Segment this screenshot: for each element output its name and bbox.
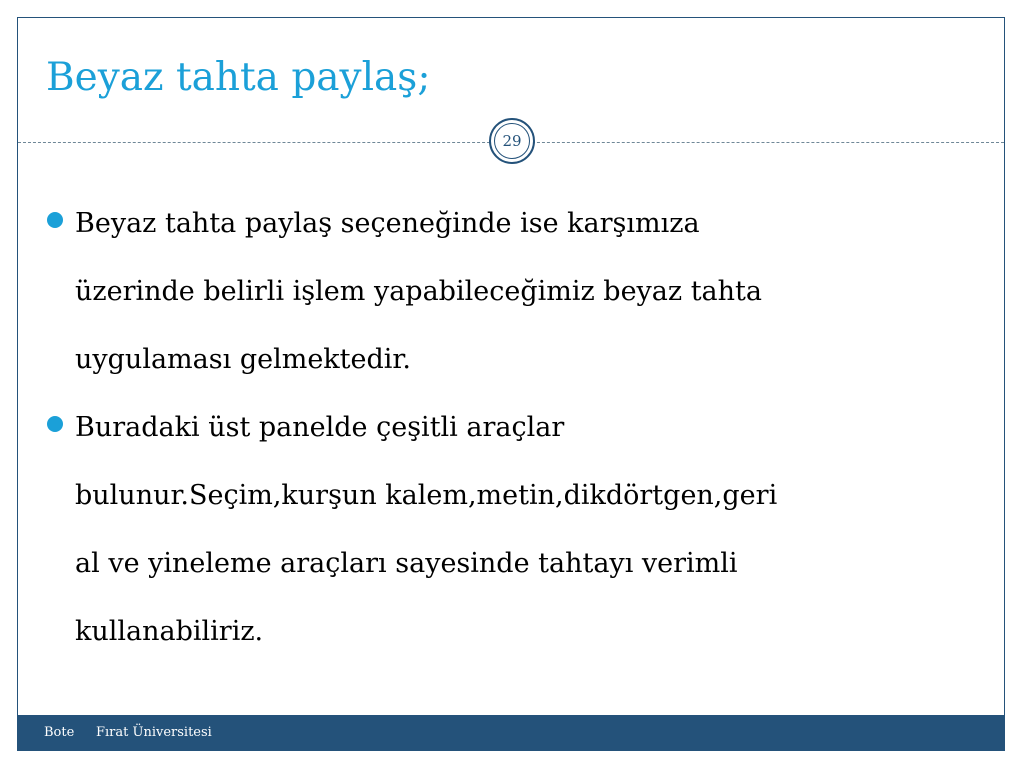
- bullet-line: uygulaması gelmektedir.: [75, 344, 411, 375]
- slide-number: 29: [494, 123, 530, 159]
- bullet-line: al ve yineleme araçları sayesinde tahtayı verimli: [75, 548, 738, 579]
- footer-bar: [18, 715, 1005, 751]
- bullet-dot-icon: [47, 416, 63, 432]
- slide-content: [46, 190, 966, 666]
- footer-author: Bote: [44, 725, 75, 740]
- bullet-line: Beyaz tahta paylaş seçeneğinde ise karşımıza: [75, 208, 700, 239]
- slide-title: Beyaz tahta paylaş;: [46, 55, 431, 100]
- bullet-line: bulunur.Seçim,kurşun kalem,metin,dikdörtgen,geri: [75, 480, 778, 511]
- bullet-item: [46, 394, 966, 666]
- footer-institution: Fırat Üniversitesi: [96, 725, 212, 740]
- bullet-line: kullanabiliriz.: [75, 616, 264, 647]
- bullet-line: üzerinde belirli işlem yapabileceğimiz beyaz tahta: [75, 276, 762, 307]
- bullet-line: Buradaki üst panelde çeşitli araçlar: [75, 412, 565, 443]
- bullet-item: [46, 190, 966, 394]
- slide-number-badge: [489, 118, 535, 164]
- bullet-dot-icon: [47, 212, 63, 228]
